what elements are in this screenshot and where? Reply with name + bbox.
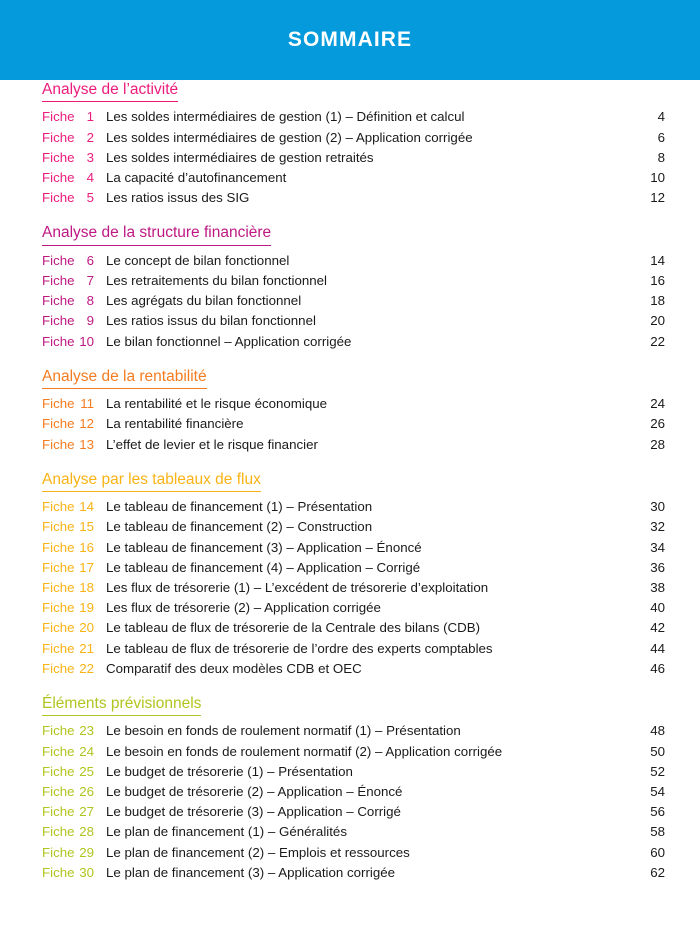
toc-entry[interactable] [42, 639, 665, 659]
entry-title: Le besoin en fonds de roulement normatif (2) – Application corrigée [106, 743, 503, 759]
entry-fiche-number: 18 [79, 579, 94, 595]
toc-entry[interactable] [42, 291, 665, 311]
toc-entry[interactable] [42, 311, 665, 331]
dot-leader [375, 159, 643, 160]
entry-fiche-label: Fiche [42, 272, 75, 288]
entry-fiche-label: Fiche [42, 539, 75, 555]
entry-page-number: 56 [650, 804, 665, 820]
dot-leader [423, 549, 643, 550]
entry-fiche-number: 14 [79, 499, 94, 515]
entry-fiche-label: Fiche [42, 600, 75, 616]
entry-title: Les ratios issus du bilan fonctionnel [106, 313, 316, 329]
entry-fiche-number: 24 [79, 743, 94, 759]
entry-fiche-number: 11 [80, 396, 94, 412]
entry-title: Le tableau de financement (3) – Application – Énoncé [106, 539, 422, 555]
entry-fiche-label: Fiche [42, 333, 75, 349]
section-heading: Analyse de l’activité [42, 80, 178, 102]
toc-entry[interactable] [42, 128, 665, 148]
entry-page-number: 46 [650, 660, 665, 676]
entry-fiche-label: Fiche [42, 396, 75, 412]
entry-title: Le besoin en fonds de roulement normatif (1) – Présentation [106, 723, 461, 739]
entry-page-number: 58 [650, 824, 665, 840]
dot-leader [481, 629, 643, 630]
toc-entry[interactable] [42, 517, 665, 537]
entry-title: Le budget de trésorerie (1) – Présentation [106, 763, 353, 779]
entry-title: Le budget de trésorerie (2) – Application – Énoncé [106, 783, 403, 799]
dot-leader [328, 405, 643, 406]
toc-entry[interactable] [42, 843, 665, 863]
section-heading: Analyse par les tableaux de flux [42, 470, 261, 492]
toc-entry[interactable] [42, 497, 665, 517]
entry-page-number: 52 [650, 763, 665, 779]
toc-entry[interactable] [42, 107, 665, 127]
dot-leader [474, 139, 643, 140]
entry-title: Le tableau de financement (1) – Présentation [106, 499, 373, 515]
entry-page-number: 22 [650, 333, 665, 349]
entry-page-number: 42 [650, 620, 665, 636]
entry-page-number: 4 [657, 109, 665, 125]
entry-title: Les flux de trésorerie (2) – Application corrigée [106, 600, 381, 616]
entry-fiche-number: 17 [79, 559, 94, 575]
dot-leader [489, 589, 643, 590]
entry-title: Le tableau de financement (4) – Application – Corrigé [106, 559, 421, 575]
toc-entry[interactable] [42, 822, 665, 842]
toc-entry[interactable] [42, 168, 665, 188]
dot-leader [245, 425, 644, 426]
entry-fiche-label: Fiche [42, 824, 75, 840]
entry-fiche-label: Fiche [42, 313, 75, 329]
entry-fiche-number: 20 [79, 620, 94, 636]
entry-title: Le plan de financement (1) – Généralités [106, 824, 347, 840]
toc-entry[interactable] [42, 435, 665, 455]
toc-section-analyse-structure-financiere [0, 223, 700, 351]
toc-entry[interactable] [42, 782, 665, 802]
dot-leader [290, 262, 643, 263]
dot-leader [287, 179, 643, 180]
entry-fiche-label: Fiche [42, 129, 75, 145]
entry-fiche-number: 10 [79, 333, 94, 349]
entry-fiche-number: 6 [86, 252, 94, 268]
toc-entry[interactable] [42, 659, 665, 679]
toc-entry-list [42, 107, 665, 208]
entry-fiche-label: Fiche [42, 743, 75, 759]
entry-fiche-label: Fiche [42, 252, 75, 268]
entry-fiche-number: 3 [86, 149, 94, 165]
entry-page-number: 26 [650, 416, 665, 432]
entry-fiche-label: Fiche [42, 109, 75, 125]
dot-leader [396, 874, 643, 875]
entry-title: Les flux de trésorerie (1) – L’excédent de trésorerie d’exploitation [106, 579, 489, 595]
toc-entry-list [42, 497, 665, 679]
toc-entry[interactable] [42, 742, 665, 762]
entry-page-number: 16 [650, 272, 665, 288]
entry-page-number: 24 [650, 396, 665, 412]
dot-leader [403, 793, 643, 794]
entry-fiche-number: 12 [79, 416, 94, 432]
entry-title: La rentabilité financière [106, 416, 244, 432]
entry-title: Le budget de trésorerie (3) – Application – Corrigé [106, 804, 401, 820]
dot-leader [373, 528, 643, 529]
entry-fiche-label: Fiche [42, 804, 75, 820]
entry-title: Les soldes intermédiaires de gestion retraités [106, 149, 374, 165]
dot-leader [411, 854, 643, 855]
entry-fiche-label: Fiche [42, 620, 75, 636]
toc-entry[interactable] [42, 251, 665, 271]
entry-fiche-label: Fiche [42, 723, 75, 739]
entry-page-number: 30 [650, 499, 665, 515]
entry-title: Les soldes intermédiaires de gestion (1) – Définition et calcul [106, 109, 465, 125]
dot-leader [503, 753, 643, 754]
entry-fiche-number: 7 [86, 272, 94, 288]
entry-fiche-number: 16 [79, 539, 94, 555]
toc-entry[interactable] [42, 863, 665, 883]
entry-page-number: 54 [650, 783, 665, 799]
entry-title: Les retraitements du bilan fonctionnel [106, 272, 328, 288]
entry-fiche-number: 13 [79, 436, 94, 452]
entry-fiche-number: 29 [79, 844, 94, 860]
entry-fiche-number: 22 [79, 660, 94, 676]
entry-page-number: 62 [650, 864, 665, 880]
toc-entry[interactable] [42, 598, 665, 618]
toc-entry-list [42, 721, 665, 883]
entry-fiche-number: 4 [86, 169, 94, 185]
entry-title: Le bilan fonctionnel – Application corrigée [106, 333, 352, 349]
entry-fiche-label: Fiche [42, 864, 75, 880]
toc-entry[interactable] [42, 332, 665, 352]
entry-title: La rentabilité et le risque économique [106, 396, 328, 412]
toc-entry[interactable] [42, 188, 665, 208]
entry-page-number: 60 [650, 844, 665, 860]
entry-fiche-number: 30 [79, 864, 94, 880]
entry-fiche-label: Fiche [42, 436, 75, 452]
dot-leader [354, 773, 643, 774]
toc-section-analyse-tableaux-flux [0, 470, 700, 679]
dot-leader [319, 446, 643, 447]
entry-page-number: 8 [657, 149, 665, 165]
entry-fiche-number: 2 [86, 129, 94, 145]
entry-fiche-number: 19 [79, 600, 94, 616]
entry-page-number: 36 [650, 559, 665, 575]
entry-page-number: 50 [650, 743, 665, 759]
entry-title: Les soldes intermédiaires de gestion (2) – Application corrigée [106, 129, 473, 145]
entry-fiche-number: 8 [86, 293, 94, 309]
dot-leader [465, 118, 643, 119]
entry-page-number: 40 [650, 600, 665, 616]
entry-fiche-label: Fiche [42, 579, 75, 595]
entry-page-number: 34 [650, 539, 665, 555]
page-title: SOMMAIRE [287, 28, 413, 51]
dot-leader [363, 670, 643, 671]
dot-leader [421, 569, 643, 570]
dot-leader [302, 302, 643, 303]
entry-fiche-label: Fiche [42, 149, 75, 165]
toc-entry[interactable] [42, 414, 665, 434]
entry-page-number: 38 [650, 579, 665, 595]
entry-fiche-label: Fiche [42, 293, 75, 309]
entry-fiche-label: Fiche [42, 763, 75, 779]
entry-fiche-label: Fiche [42, 660, 75, 676]
entry-fiche-label: Fiche [42, 416, 75, 432]
entry-title: La capacité d’autofinancement [106, 169, 287, 185]
entry-title: Le tableau de financement (2) – Construction [106, 519, 373, 535]
entry-page-number: 28 [650, 436, 665, 452]
toc-entry[interactable] [42, 802, 665, 822]
entry-fiche-label: Fiche [42, 783, 75, 799]
section-heading: Analyse de la structure financière [42, 223, 271, 245]
page-header-banner [0, 0, 700, 80]
toc-entry-list [42, 251, 665, 352]
dot-leader [373, 508, 643, 509]
entry-page-number: 18 [650, 293, 665, 309]
toc-entry-list [42, 394, 665, 455]
entry-page-number: 32 [650, 519, 665, 535]
entry-fiche-number: 23 [79, 723, 94, 739]
dot-leader [402, 813, 643, 814]
entry-page-number: 12 [650, 190, 665, 206]
entry-page-number: 44 [650, 640, 665, 656]
entry-fiche-label: Fiche [42, 844, 75, 860]
dot-leader [317, 322, 643, 323]
entry-fiche-label: Fiche [42, 190, 75, 206]
section-heading: Analyse de la rentabilité [42, 367, 207, 389]
entry-title: Les agrégats du bilan fonctionnel [106, 293, 302, 309]
toc-entry[interactable] [42, 394, 665, 414]
entry-fiche-label: Fiche [42, 559, 75, 575]
entry-title: L’effet de levier et le risque financier [106, 436, 318, 452]
entry-fiche-number: 28 [79, 824, 94, 840]
entry-page-number: 6 [657, 129, 665, 145]
entry-title: Comparatif des deux modèles CDB et OEC [106, 660, 362, 676]
entry-title: Le plan de financement (3) – Application corrigée [106, 864, 396, 880]
entry-page-number: 48 [650, 723, 665, 739]
entry-page-number: 10 [650, 169, 665, 185]
toc-entry[interactable] [42, 578, 665, 598]
dot-leader [348, 833, 643, 834]
entry-fiche-number: 25 [79, 763, 94, 779]
dot-leader [352, 343, 643, 344]
entry-fiche-label: Fiche [42, 169, 75, 185]
dot-leader [250, 199, 643, 200]
toc-entry[interactable] [42, 148, 665, 168]
toc-entry[interactable] [42, 538, 665, 558]
entry-title: Le plan de financement (2) – Emplois et ressources [106, 844, 410, 860]
entry-fiche-number: 15 [79, 519, 94, 535]
entry-title: Le tableau de flux de trésorerie de l’ordre des experts comptables [106, 640, 493, 656]
toc-entry[interactable] [42, 271, 665, 291]
toc-section-elements-previsionnels [0, 694, 700, 883]
entry-title: Le tableau de flux de trésorerie de la Centrale des bilans (CDB) [106, 620, 480, 636]
toc-section-analyse-activite [0, 80, 700, 208]
entry-page-number: 20 [650, 313, 665, 329]
toc-section-analyse-rentabilite [0, 367, 700, 455]
entry-fiche-number: 27 [79, 804, 94, 820]
entry-fiche-label: Fiche [42, 640, 75, 656]
dot-leader [382, 609, 643, 610]
dot-leader [494, 650, 643, 651]
entry-title: Le concept de bilan fonctionnel [106, 252, 290, 268]
toc-content [0, 80, 700, 883]
toc-entry[interactable] [42, 618, 665, 638]
toc-entry[interactable] [42, 558, 665, 578]
dot-leader [328, 282, 643, 283]
toc-entry[interactable] [42, 721, 665, 741]
entry-fiche-number: 5 [86, 190, 94, 206]
section-heading: Éléments prévisionnels [42, 694, 201, 716]
dot-leader [462, 732, 643, 733]
entry-fiche-number: 21 [79, 640, 94, 656]
entry-fiche-label: Fiche [42, 519, 75, 535]
entry-fiche-label: Fiche [42, 499, 75, 515]
entry-page-number: 14 [650, 252, 665, 268]
entry-title: Les ratios issus des SIG [106, 190, 250, 206]
entry-fiche-number: 26 [79, 783, 94, 799]
toc-entry[interactable] [42, 762, 665, 782]
entry-fiche-number: 1 [86, 109, 94, 125]
entry-fiche-number: 9 [86, 313, 94, 329]
